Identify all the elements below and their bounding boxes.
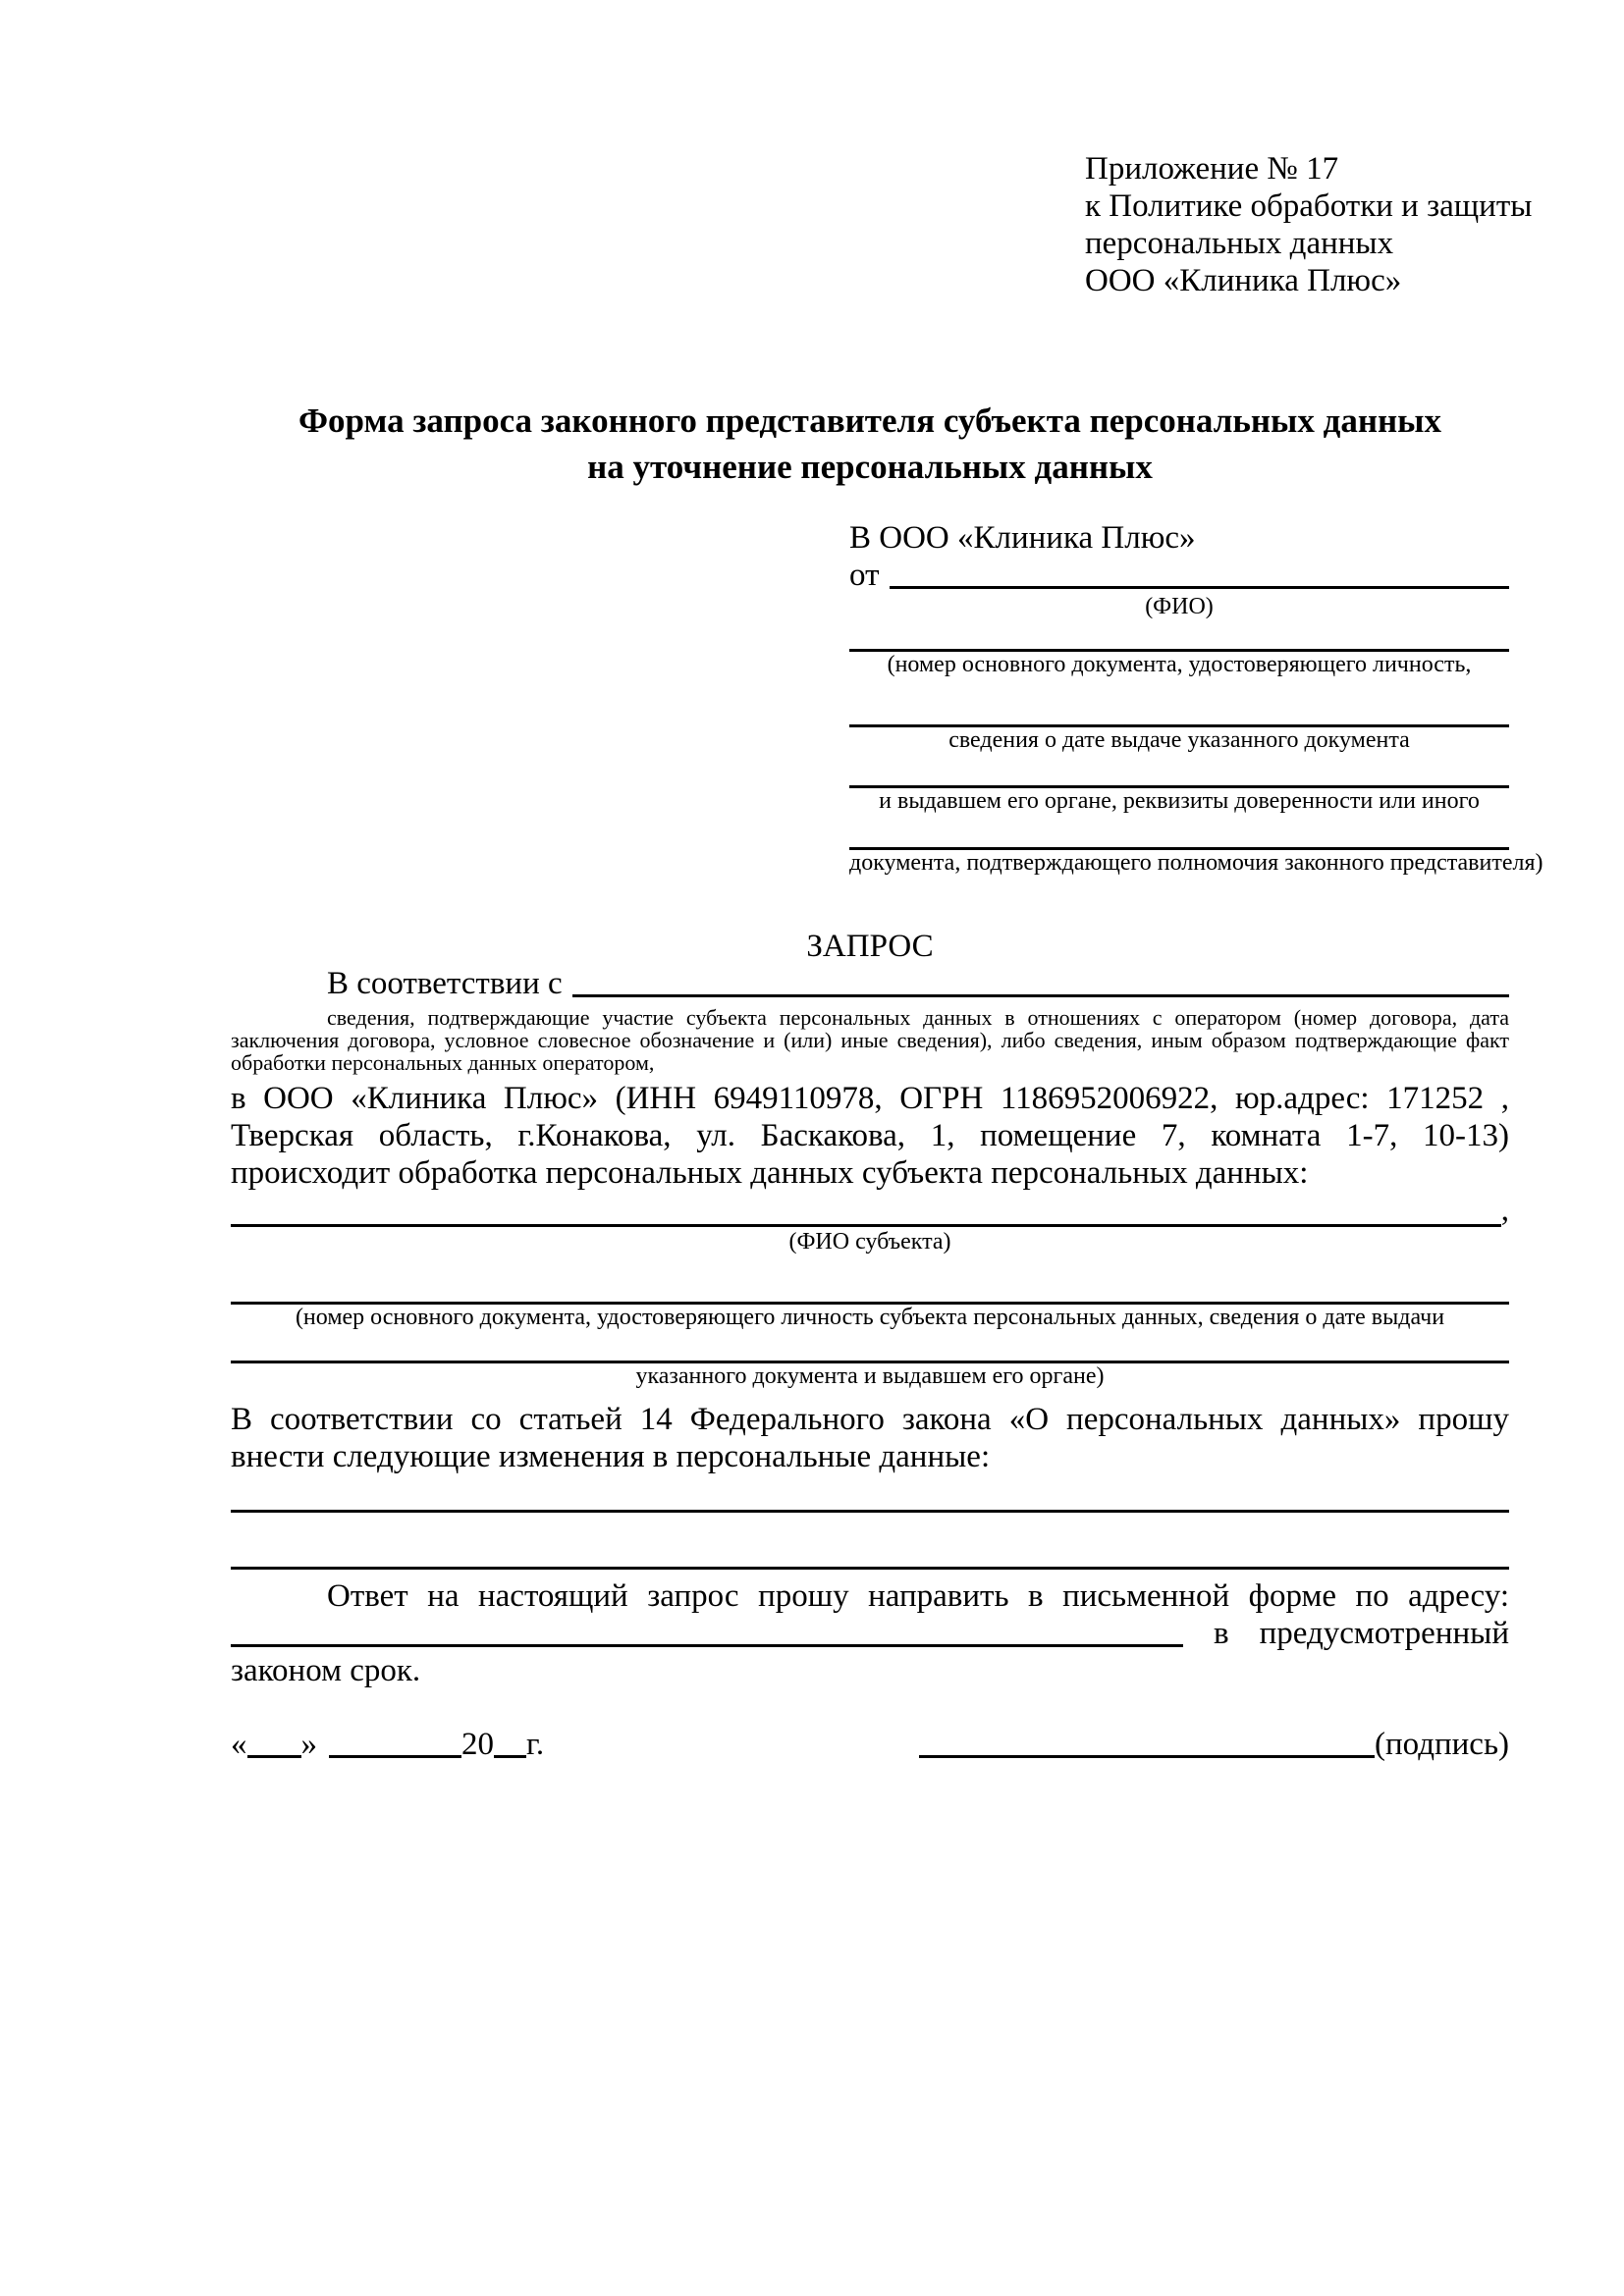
date-quote-close: » (300, 1727, 317, 1762)
operator-paragraph-line: происходит обработка персональных данных субъекта персональных данных: (231, 1155, 1309, 1191)
year-blank-field (494, 1755, 526, 1758)
answer-paragraph-line1: Ответ на настоящий запрос прошу направить в письменной форме по адресу: (327, 1578, 1509, 1614)
addressee-block (849, 519, 1543, 876)
appendix-header-line: к Политике обработки и защиты (1085, 188, 1533, 224)
appendix-header (1085, 150, 1533, 299)
document-number-blank-field (849, 619, 1509, 652)
address-blank-field (231, 1644, 1183, 1647)
law-paragraph-line: В соответствии со статьей 14 Федерального закона «О персональных данных» прошу (231, 1402, 1509, 1437)
signature-caption: (подпись) (1375, 1727, 1509, 1762)
intro-blank-field (572, 994, 1509, 997)
footnote-line: обработки персональных данных оператором, (231, 1050, 655, 1075)
addressee-organization: В ООО «Клиника Плюс» (849, 520, 1196, 556)
fio-caption: (ФИО) (1145, 594, 1214, 619)
date-group (231, 1726, 544, 1763)
year-prefix: 20 (461, 1727, 494, 1762)
subject-fio-caption: (ФИО субъекта) (788, 1229, 951, 1255)
subject-document-caption: (номер основного документа, удостоверяющего личность субъекта персональных данных, сведения о дате выдачи (295, 1305, 1445, 1330)
from-line (849, 557, 1509, 594)
document-title-line: на уточнение персональных данных (587, 448, 1153, 486)
intro-label: В соответствии с (327, 966, 563, 1001)
document-title (231, 398, 1509, 490)
authority-document-caption: документа, подтверждающего полномочия законного представителя) (849, 850, 1543, 876)
issue-date-blank-field (849, 677, 1509, 727)
issuing-authority-blank-field (849, 753, 1509, 788)
law-paragraph (231, 1401, 1509, 1475)
issuing-authority-caption: и выдавшем его органе, реквизиты доверенности или иного (879, 788, 1480, 814)
from-label: от (849, 558, 880, 593)
date-quote-open: « (231, 1727, 247, 1762)
operator-paragraph (231, 1080, 1509, 1192)
trailing-comma: , (1500, 1193, 1509, 1228)
answer-paragraph-line3: законом срок. (231, 1653, 421, 1688)
answer-address-line (231, 1615, 1509, 1652)
appendix-header-line: Приложение № 17 (1085, 151, 1339, 187)
fio-blank-field (890, 586, 1510, 589)
intro-line (231, 965, 1509, 1002)
authority-document-blank-field (849, 814, 1509, 850)
signature-group (919, 1726, 1509, 1763)
issue-date-caption: сведения о дате выдаче указанного документа (948, 727, 1410, 753)
document-number-caption: (номер основного документа, удостоверяющего личность, (887, 652, 1472, 677)
changes-blank-field-1 (231, 1475, 1509, 1513)
footnote (231, 1006, 1509, 1074)
law-paragraph-line: внести следующие изменения в персональные данные: (231, 1439, 991, 1474)
answer-word-tail: предусмотренный (1259, 1616, 1509, 1651)
year-suffix: г. (526, 1727, 545, 1762)
operator-paragraph-line: Тверская область, г.Конакова, ул. Баскакова, 1, помещение 7, комната 1-7, 10-13) (231, 1118, 1509, 1153)
document-title-line: Форма запроса законного представителя субъекта персональных данных (298, 401, 1441, 440)
appendix-header-line: персональных данных (1085, 226, 1394, 261)
footnote-line: заключения договора, условное словесное обозначение и (или) иные сведения), либо сведения, иным образом подтверждающие факт (231, 1028, 1509, 1052)
day-blank-field (247, 1755, 301, 1758)
date-signature-row (231, 1726, 1509, 1763)
month-blank-field (329, 1755, 461, 1758)
signature-blank-field (919, 1755, 1375, 1758)
appendix-header-line: ООО «Клиника Плюс» (1085, 263, 1402, 298)
subject-document-blank-field-2 (231, 1330, 1509, 1363)
operator-paragraph-line: в ООО «Клиника Плюс» (ИНН 6949110978, ОГРН 1186952006922, юр.адрес: 171252 , (231, 1081, 1509, 1116)
subject-fio-line (231, 1192, 1509, 1229)
changes-blank-field-2 (231, 1513, 1509, 1570)
subject-fio-blank-field (231, 1224, 1501, 1227)
subject-document-caption-2: указанного документа и выдавшем его органе) (635, 1363, 1105, 1389)
request-heading: ЗАПРОС (806, 929, 934, 964)
subject-document-blank-field (231, 1255, 1509, 1305)
footnote-line: сведения, подтверждающие участие субъекта персональных данных в отношениях с оператором (номер договора, дата (327, 1005, 1509, 1030)
answer-word-v: в (1214, 1616, 1229, 1651)
